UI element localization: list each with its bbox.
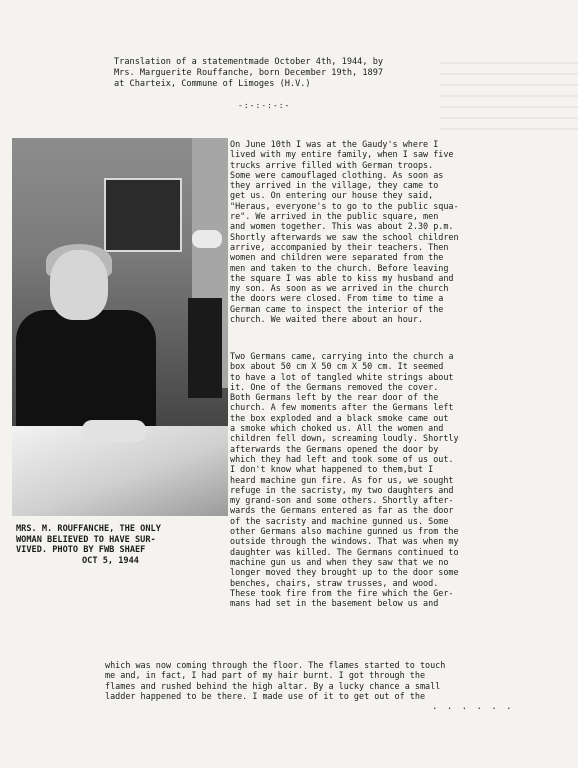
text-line: of the sacristy and machine gunned us. Some: [230, 515, 449, 526]
header-line: Translation of a statementmade October 4th, 1944, by: [114, 57, 384, 67]
text-line: me and, in fact, I had part of my hair burnt. I got through the: [105, 670, 426, 681]
text-line: men and taken to the church. Before leaving: [230, 262, 449, 273]
text-line: longer moved they brought up to the door some: [230, 567, 459, 578]
text-line: mans had set in the basement below us and: [230, 598, 439, 609]
photo-hands: [82, 420, 146, 442]
statement-header: [114, 57, 474, 89]
text-line: wards the Germans entered as far as the door: [230, 505, 454, 516]
text-line: it. One of the Germans removed the cover.: [230, 381, 439, 392]
caption-line: WOMAN BELIEVED TO HAVE SUR-: [16, 534, 156, 545]
text-line: heard machine gun fire. As for us, we sought: [230, 474, 454, 485]
text-line: These took fire from the fire which the Ger-: [230, 587, 454, 598]
text-line: daughter was killed. The Germans continued to: [230, 546, 459, 557]
text-line: Two Germans came, carrying into the church a: [230, 351, 454, 361]
text-line: children fell down, screaming loudly. Shortly: [230, 433, 459, 444]
paragraph-2: [230, 351, 570, 608]
text-line: the box exploded and a black smoke came out: [230, 412, 449, 423]
paragraph-2-continued: [105, 660, 565, 701]
text-line: machine gun us and when they saw that we no: [230, 556, 449, 567]
text-line: church. We waited there about an hour.: [230, 314, 424, 325]
text-line: "Heraus, everyone's to go to the public squa-: [230, 200, 459, 211]
text-line: and women together. This was about 2.30 p.m.: [230, 221, 454, 232]
text-line: ladder happened to be there. I made use of it to get out of the: [105, 690, 426, 701]
text-line: Both Germans left by the rear door of the: [230, 392, 439, 403]
text-line: my grand-son and some others. Shortly after-: [230, 495, 454, 506]
text-line: which they had left and took some of us out.: [230, 453, 454, 464]
header-divider: -:-:-:-:-: [238, 101, 291, 110]
continuation-mark: . . . . . .: [432, 702, 514, 712]
text-line: Shortly afterwards we saw the school children: [230, 231, 459, 242]
text-line: my son. As soon as we arrived in the church: [230, 283, 449, 294]
text-line: to have a lot of tangled white strings about: [230, 371, 454, 382]
paragraph-1: [230, 139, 570, 324]
text-line: I don't know what happened to them,but I: [230, 464, 434, 475]
text-line: benches, chairs, straw trusses, and wood.: [230, 577, 439, 588]
photo-lamp: [188, 298, 222, 398]
text-line: a smoke which choked us. All the women and: [230, 423, 444, 434]
text-line: box about 50 cm X 50 cm X 50 cm. It seemed: [230, 361, 444, 372]
text-line: trucks arrive filled with German troops.: [230, 159, 434, 170]
text-line: On June 10th I was at the Gaudy's where I: [230, 139, 439, 149]
text-line: arrive, accompanied by their teachers. Then: [230, 241, 449, 252]
header-line: Mrs. Marguerite Rouffanche, born December 19th, 1897: [114, 67, 384, 78]
text-line: the square I was able to kiss my husband and: [230, 272, 454, 283]
text-line: flames and rushed behind the high altar. By a lucky chance a small: [105, 680, 441, 691]
text-line: outside through the windows. That was when my: [230, 536, 459, 547]
caption-date: OCT 5, 1944: [82, 555, 139, 566]
text-line: get us. On entering our house they said,: [230, 190, 434, 201]
text-line: women and children were separated from the: [230, 252, 444, 263]
caption-line: VIVED. PHOTO BY FWB SHAEF: [16, 545, 146, 556]
text-line: church. A few moments after the Germans left: [230, 402, 454, 413]
photo-hand: [192, 230, 222, 248]
text-line: they arrived in the village, they came to: [230, 180, 439, 191]
text-line: German came to inspect the interior of the: [230, 303, 444, 314]
text-line: other Germans also machine gunned us from the: [230, 526, 459, 537]
text-line: the doors were closed. From time to time a: [230, 293, 444, 304]
header-line: at Charteix, Commune of Limoges (H.V.): [114, 78, 311, 89]
caption-line: MRS. M. ROUFFANCHE, THE ONLY: [16, 524, 161, 534]
text-line: which was now coming through the floor. The flames started to touch: [105, 660, 446, 670]
portrait-photo: [12, 138, 228, 516]
photo-caption: [16, 524, 228, 566]
photo-poster: [104, 178, 182, 252]
text-line: afterwards the Germans opened the door by: [230, 443, 439, 454]
photo-face: [50, 250, 108, 320]
text-line: lived with my entire family, when I saw five: [230, 149, 454, 160]
text-line: re". We arrived in the public square, men: [230, 211, 439, 222]
text-line: Some were camouflaged clothing. As soon as: [230, 169, 444, 180]
text-line: refuge in the sacristy, my two daughters and: [230, 484, 454, 495]
